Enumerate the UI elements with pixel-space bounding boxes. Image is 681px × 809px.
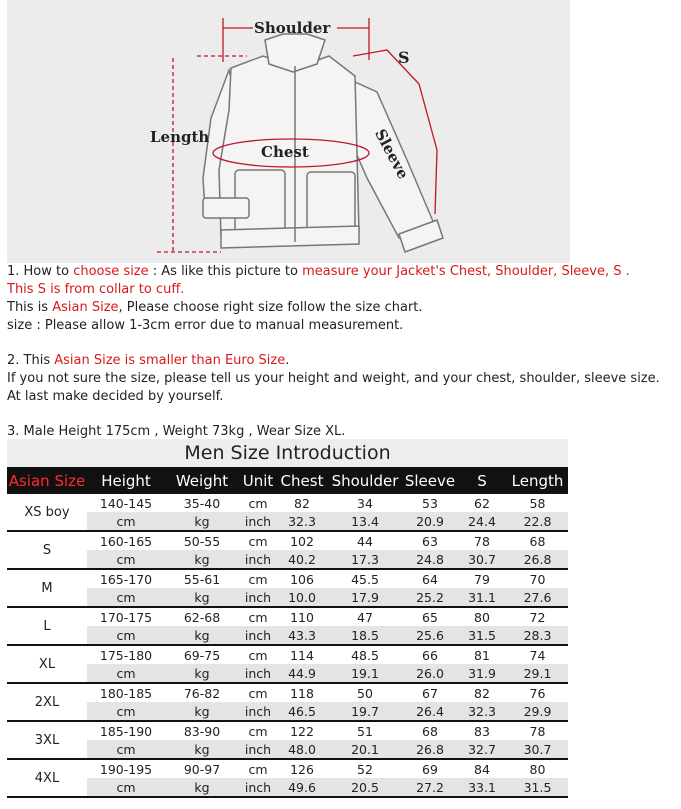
table-row — [7, 550, 568, 569]
table-cell: 68 — [507, 531, 568, 550]
table-cell: inch — [239, 550, 277, 569]
column-header: Asian Size — [7, 467, 87, 494]
table-cell: 24.4 — [457, 512, 507, 531]
table-cell: 78 — [457, 531, 507, 550]
table-cell: 50-55 — [165, 531, 239, 550]
label-shoulder: Shoulder — [254, 19, 331, 37]
header-row — [7, 467, 568, 494]
table-cell: inch — [239, 626, 277, 645]
table-cell: 44.9 — [277, 664, 327, 683]
table-cell: 79 — [457, 569, 507, 588]
table-cell: cm — [239, 721, 277, 740]
table-cell: 32.3 — [277, 512, 327, 531]
table-cell: 185-190 — [87, 721, 165, 740]
table-cell: 67 — [403, 683, 457, 702]
table-row — [7, 740, 568, 759]
table-cell: 47 — [327, 607, 403, 626]
table-cell: 114 — [277, 645, 327, 664]
table-cell: cm — [87, 588, 165, 607]
table-cell: cm — [87, 702, 165, 721]
column-header: Unit — [239, 467, 277, 494]
table-cell: 180-185 — [87, 683, 165, 702]
column-header: Chest — [277, 467, 327, 494]
table-cell: 53 — [403, 494, 457, 512]
table-cell: 74 — [507, 645, 568, 664]
table-cell: 31.9 — [457, 664, 507, 683]
table-cell: 62-68 — [165, 607, 239, 626]
table-cell: 34 — [327, 494, 403, 512]
table-cell: 175-180 — [87, 645, 165, 664]
table-cell: 106 — [277, 569, 327, 588]
table-cell: 31.1 — [457, 588, 507, 607]
table-cell: 76-82 — [165, 683, 239, 702]
column-header: Weight — [165, 467, 239, 494]
table-cell: 20.9 — [403, 512, 457, 531]
table-cell: 17.9 — [327, 588, 403, 607]
note-1-line-2: This S is from collar to cuff. — [7, 282, 185, 297]
table-cell: cm — [87, 778, 165, 797]
table-cell: 81 — [457, 645, 507, 664]
table-cell: 70 — [507, 569, 568, 588]
table-cell: 46.5 — [277, 702, 327, 721]
table-cell: 44 — [327, 531, 403, 550]
table-cell: 25.6 — [403, 626, 457, 645]
table-cell: 65 — [403, 607, 457, 626]
table-cell: 102 — [277, 531, 327, 550]
table-cell: cm — [239, 607, 277, 626]
table-cell: 31.5 — [507, 778, 568, 797]
table-cell: 26.0 — [403, 664, 457, 683]
table-cell: 20.5 — [327, 778, 403, 797]
table-cell: 51 — [327, 721, 403, 740]
table-cell: 32.7 — [457, 740, 507, 759]
table-cell: 17.3 — [327, 550, 403, 569]
table-cell: 10.0 — [277, 588, 327, 607]
note-1-line-4: size : Please allow 1-3cm error due to manual measurement. — [7, 318, 404, 333]
table-cell: cm — [87, 512, 165, 531]
table-cell: 83-90 — [165, 721, 239, 740]
table-cell: 50 — [327, 683, 403, 702]
table-cell: 160-165 — [87, 531, 165, 550]
table-row — [7, 512, 568, 531]
table-cell: 165-170 — [87, 569, 165, 588]
table-cell: inch — [239, 778, 277, 797]
label-sleeve: Sleeve — [371, 126, 413, 183]
table-cell: 48.5 — [327, 645, 403, 664]
table-cell: 48.0 — [277, 740, 327, 759]
size-chart-title: Men Size Introduction — [7, 439, 568, 467]
table-cell: cm — [239, 683, 277, 702]
label-s: S — [398, 48, 410, 67]
table-cell: 25.2 — [403, 588, 457, 607]
table-cell: 49.6 — [277, 778, 327, 797]
label-length: Length — [150, 128, 210, 146]
table-row — [7, 494, 568, 512]
table-cell: cm — [239, 569, 277, 588]
table-cell: 29.1 — [507, 664, 568, 683]
table-cell: cm — [87, 626, 165, 645]
table-cell: 190-195 — [87, 759, 165, 778]
jacket-illustration — [7, 0, 570, 263]
table-cell: cm — [239, 531, 277, 550]
table-cell: 63 — [403, 531, 457, 550]
table-cell: 68 — [403, 721, 457, 740]
size-notes — [7, 263, 679, 441]
table-cell: 29.9 — [507, 702, 568, 721]
table-cell: 76 — [507, 683, 568, 702]
table-cell: 80 — [457, 607, 507, 626]
column-header: Height — [87, 467, 165, 494]
table-cell: 126 — [277, 759, 327, 778]
size-label: 2XL — [7, 683, 87, 721]
table-cell: 82 — [457, 683, 507, 702]
note-2-line-3: At last make decided by yourself. — [7, 389, 224, 404]
table-cell: 55-61 — [165, 569, 239, 588]
table-cell: kg — [165, 550, 239, 569]
table-row — [7, 778, 568, 797]
table-cell: 69 — [403, 759, 457, 778]
table-cell: 18.5 — [327, 626, 403, 645]
column-header: S — [457, 467, 507, 494]
table-row — [7, 664, 568, 683]
jacket-measurement-diagram — [7, 0, 570, 263]
table-row — [7, 645, 568, 664]
note-1-line-3: This is Asian Size, Please choose right size follow the size chart. — [7, 300, 423, 315]
size-label: L — [7, 607, 87, 645]
table-cell: inch — [239, 512, 277, 531]
table-cell: 27.2 — [403, 778, 457, 797]
table-cell: 33.1 — [457, 778, 507, 797]
label-chest: Chest — [261, 143, 309, 161]
table-cell: 13.4 — [327, 512, 403, 531]
table-cell: 83 — [457, 721, 507, 740]
size-label: 4XL — [7, 759, 87, 797]
table-row — [7, 683, 568, 702]
table-cell: cm — [87, 740, 165, 759]
size-table — [7, 467, 568, 798]
size-chart — [7, 439, 568, 798]
table-cell: 19.7 — [327, 702, 403, 721]
table-cell: kg — [165, 740, 239, 759]
table-cell: 26.8 — [507, 550, 568, 569]
table-cell: 84 — [457, 759, 507, 778]
table-cell: 52 — [327, 759, 403, 778]
table-cell: 90-97 — [165, 759, 239, 778]
table-cell: 110 — [277, 607, 327, 626]
table-cell: cm — [239, 645, 277, 664]
note-2-line-2: If you not sure the size, please tell us your height and weight, and your chest, shoulder, sleeve size. — [7, 371, 660, 386]
table-cell: cm — [87, 550, 165, 569]
table-cell: 30.7 — [457, 550, 507, 569]
table-cell: 35-40 — [165, 494, 239, 512]
table-cell: 80 — [507, 759, 568, 778]
table-cell: 31.5 — [457, 626, 507, 645]
table-cell: 26.4 — [403, 702, 457, 721]
table-cell: kg — [165, 588, 239, 607]
table-cell: 43.3 — [277, 626, 327, 645]
table-cell: inch — [239, 588, 277, 607]
table-cell: 20.1 — [327, 740, 403, 759]
table-cell: 69-75 — [165, 645, 239, 664]
table-cell: 62 — [457, 494, 507, 512]
table-cell: kg — [165, 626, 239, 645]
table-cell: cm — [239, 494, 277, 512]
table-row — [7, 721, 568, 740]
table-cell: 27.6 — [507, 588, 568, 607]
table-cell: 118 — [277, 683, 327, 702]
table-cell: 30.7 — [507, 740, 568, 759]
table-cell: inch — [239, 740, 277, 759]
table-row — [7, 531, 568, 550]
table-cell: 140-145 — [87, 494, 165, 512]
size-label: S — [7, 531, 87, 569]
table-row — [7, 702, 568, 721]
table-cell: 122 — [277, 721, 327, 740]
note-3-line-1: 3. Male Height 175cm , Weight 73kg , Wear Size XL. — [7, 424, 346, 439]
note-1-line-1: 1. How to choose size : As like this picture to measure your Jacket's Chest, Shoulder, Sleeve, S . — [7, 264, 630, 279]
size-label: XL — [7, 645, 87, 683]
size-label: XS boy — [7, 494, 87, 531]
table-row — [7, 626, 568, 645]
table-cell: 45.5 — [327, 569, 403, 588]
table-cell: 82 — [277, 494, 327, 512]
column-header: Shoulder — [327, 467, 403, 494]
size-label: 3XL — [7, 721, 87, 759]
table-row — [7, 569, 568, 588]
table-cell: 78 — [507, 721, 568, 740]
table-cell: 40.2 — [277, 550, 327, 569]
table-cell: 19.1 — [327, 664, 403, 683]
table-cell: cm — [87, 664, 165, 683]
table-cell: kg — [165, 664, 239, 683]
column-header: Length — [507, 467, 568, 494]
table-cell: 32.3 — [457, 702, 507, 721]
size-label: M — [7, 569, 87, 607]
table-cell: 26.8 — [403, 740, 457, 759]
table-cell: 64 — [403, 569, 457, 588]
table-cell: inch — [239, 664, 277, 683]
table-cell: kg — [165, 702, 239, 721]
table-row — [7, 588, 568, 607]
table-cell: 170-175 — [87, 607, 165, 626]
table-cell: 28.3 — [507, 626, 568, 645]
table-cell: kg — [165, 512, 239, 531]
column-header: Sleeve — [403, 467, 457, 494]
table-cell: 24.8 — [403, 550, 457, 569]
table-cell: kg — [165, 778, 239, 797]
table-cell: 22.8 — [507, 512, 568, 531]
table-cell: cm — [239, 759, 277, 778]
note-2-line-1: 2. This Asian Size is smaller than Euro Size. — [7, 353, 290, 368]
table-cell: 66 — [403, 645, 457, 664]
table-cell: 72 — [507, 607, 568, 626]
table-row — [7, 607, 568, 626]
table-row — [7, 759, 568, 778]
table-cell: 58 — [507, 494, 568, 512]
table-cell: inch — [239, 702, 277, 721]
